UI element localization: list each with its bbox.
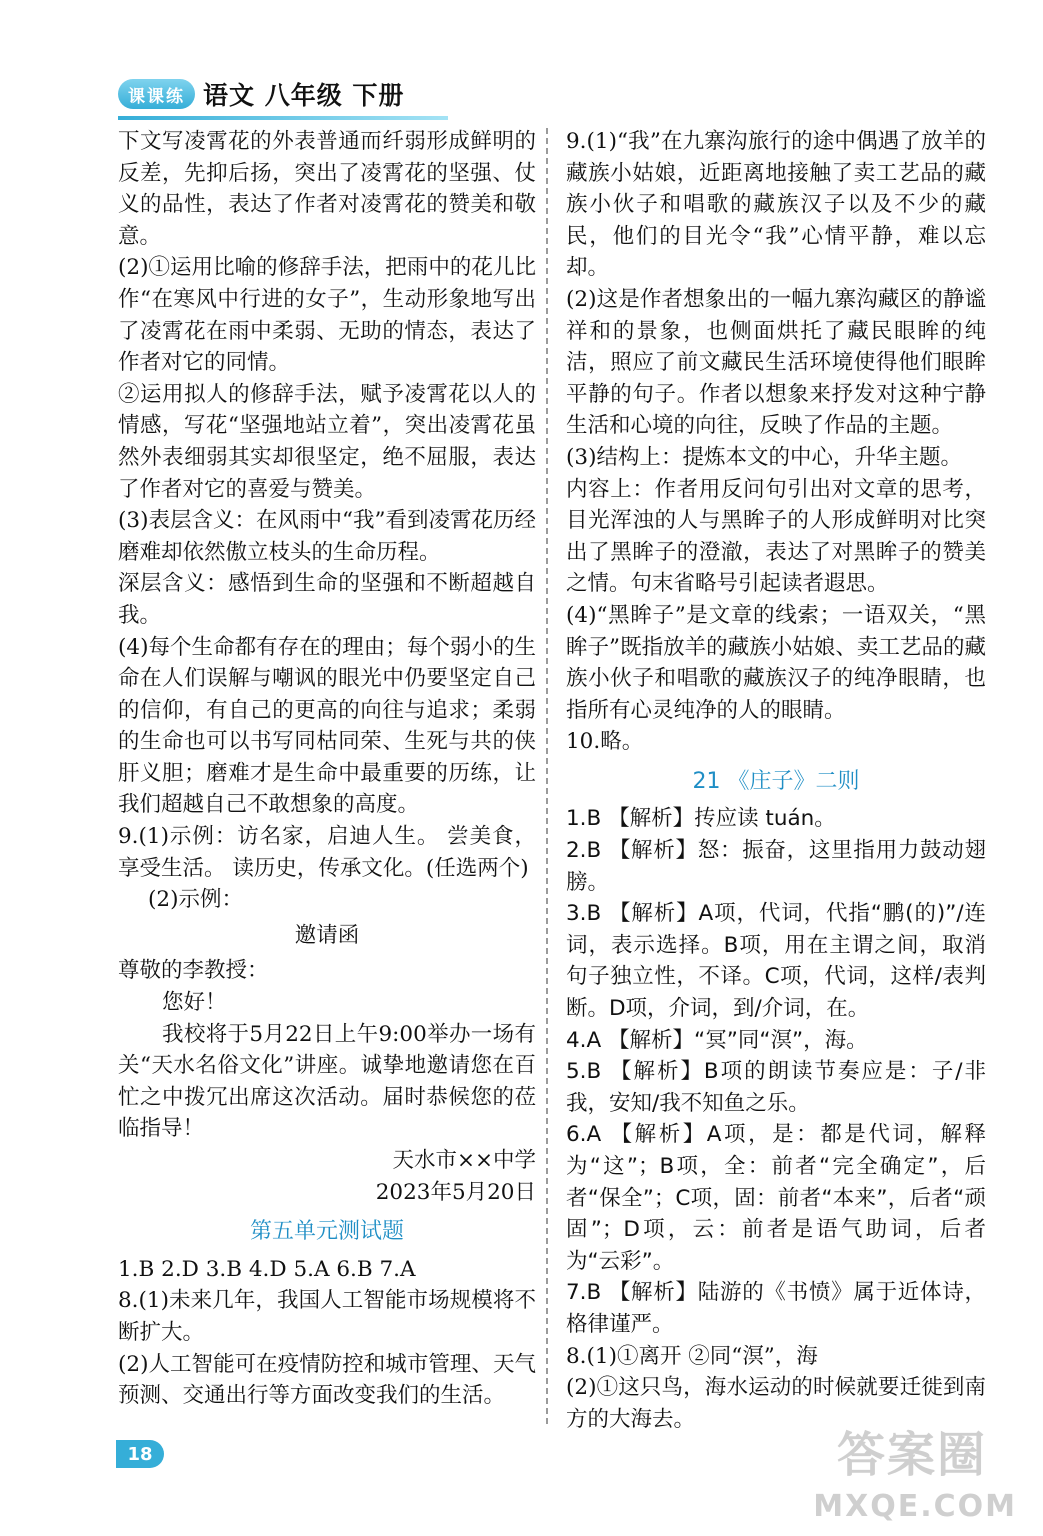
column-divider [546,128,548,1424]
watermark-main-text: 答案圈 [837,1427,988,1483]
answer-paragraph: 深层含义：感悟到生命的坚强和不断超越自我。 [118,571,536,628]
answer-paragraph: (2)①运用比喻的修辞手法，把雨中的花儿比作“在寒风中行进的女子”，生动形象地写出了凌霄花在雨中柔弱、无助的情态，表达了作者对它的同情。 [118,255,536,376]
watermark-sub-text: MXQE.COM [813,1489,1017,1524]
answer-paragraph: 9.(1)示例：访名家，启迪人生。 尝美食，享受生活。 读历史，传承文化。(任选两个) [118,824,536,881]
answer-item: 5.B 【解析】B项的朗读节奏应是：子/非我，安知/我不知鱼之乐。 [566,1059,986,1116]
answer-item: (2)①这只鸟，海水运动的时候就要迁徙到南方的大海去。 [566,1375,986,1432]
section-title: 第五单元测试题 [249,1219,404,1245]
answer-paragraph: (3)结构上：提炼本文的中心，升华主题。 [566,444,962,470]
letter-body: 我校将于5月22日上午9:00举办一场有关“天水名俗文化”讲座。诚挚地邀请您在百忙之中拨冗出席这次活动。届时恭候您的莅临指导！ [118,1021,536,1142]
answer-item: 7.B 【解析】陆游的《书愤》属于近体诗，格律谨严。 [566,1280,986,1337]
answer-paragraph: (2)这是作者想象出的一幅九寨沟藏区的静谧祥和的景象，也侧面烘托了藏民眼眸的纯洁，照应了前文藏民生活环境使得他们眼眸平静的句子。作者以想象来抒发对这种宁静生活和心境的向往，反映了作品的主题。 [566,286,986,439]
right-column [566,126,986,1435]
answer-paragraph: 9.(1)“我”在九寨沟旅行的途中偶遇了放羊的藏族小姑娘，近距离地接触了卖工艺品的藏族小伙子和唱歌的藏族汉子以及不少的藏民，他们的目光令“我”心情平静，难以忘却。 [566,129,986,281]
answer-item: 3.B 【解析】A项，代词，代指“鹏(的)”/连词，表示选择。B项，用在主谓之间，取消句子独立性，不译。C项，代词，这样/表判断。D项，介词，到/介词，在。 [566,901,986,1022]
header-underline [118,116,448,120]
answer-paragraph: (3)表层含义：在风雨中“我”看到凌霄花历经磨难却依然傲立枝头的生命历程。 [118,508,536,565]
answer-paragraph: (2)示例： [148,887,243,913]
letter-title: 邀请函 [294,922,360,948]
answer-item: 1.B 【解析】抟应读 tuán。 [566,806,836,832]
book-title: 语文 八年级 下册 [203,81,405,110]
answer-item: 2.B 【解析】怒：振奋，这里指用力鼓动翅膀。 [566,838,986,895]
letter-sender: 天水市××中学 [392,1148,536,1173]
letter-greeting: 您好！ [162,990,227,1016]
answer-line: 1.B 2.D 3.B 4.D 5.A 6.B 7.A [118,1256,416,1282]
answer-paragraph: (4)每个生命都有存在的理由；每个弱小的生命在人们误解与嘲讽的眼光中仍要坚定自己的信仰，有自己的更高的向往与追求；柔弱的生命也可以书写同枯同荣、生死与共的侠肝义胆；磨难才是生命中最重要的历练，让我们超越自己不敢想象的高度。 [118,634,536,818]
answer-paragraph: 内容上：作者用反问句引出对文章的思考，目光浑浊的人与黑眸子的人形成鲜明对比突出了黑眸子的澄澈，表达了对黑眸子的赞美之情。句末省略号引起读者遐思。 [566,476,986,597]
answer-paragraph: (2)人工智能可在疫情防控和城市管理、天气预测、交通出行等方面改变我们的生活。 [118,1351,536,1409]
answer-paragraph: 8.(1)未来几年，我国人工智能市场规模将不断扩大。 [118,1288,536,1345]
answer-item: 6.A 【解析】A项，是：都是代词，解释为“这”；B项，全：前者“完全确定”，后者“保全”；C项，固：前者“本来”，后者“顽固”；D项，云：前者是语气助词，后者为“云彩”。 [566,1122,986,1274]
answer-paragraph: (4)“黑眸子”是文章的线索；一语双关，“黑眸子”既指放羊的藏族小姑娘、卖工艺品的藏族小伙子和唱歌的藏族汉子的纯净眼睛，也指所有心灵纯净的人的眼睛。 [566,602,986,723]
answer-paragraph: 10.略。 [566,729,644,755]
letter-date: 2023年5月20日 [375,1179,536,1205]
series-badge: 课课练 [118,79,195,109]
page-header [118,72,404,116]
section-title: 21 《庄子》二则 [692,768,860,794]
letter-salutation: 尊敬的李教授： [118,958,269,984]
answer-paragraph: 下文写凌霄花的外表普通而纤弱形成鲜明的反差，先抑后扬，突出了凌霄花的坚强、仗义的品性，表达了作者对凌霄花的赞美和敬意。 [118,129,536,249]
answer-item: 4.A 【解析】“冥”同“溟”，海。 [566,1027,868,1053]
answer-item: 8.(1)①离开 ②同“溟”，海 [566,1343,818,1369]
page-number: 18 [116,1440,164,1468]
left-column [118,126,536,1412]
answer-paragraph: ②运用拟人的修辞手法，赋予凌霄花以人的情感，写花“坚强地站立着”，突出凌霄花虽然外表细弱其实却很坚定，绝不屈服，表达了作者对它的喜爱与赞美。 [118,381,536,502]
watermark-logo [813,1416,1021,1526]
